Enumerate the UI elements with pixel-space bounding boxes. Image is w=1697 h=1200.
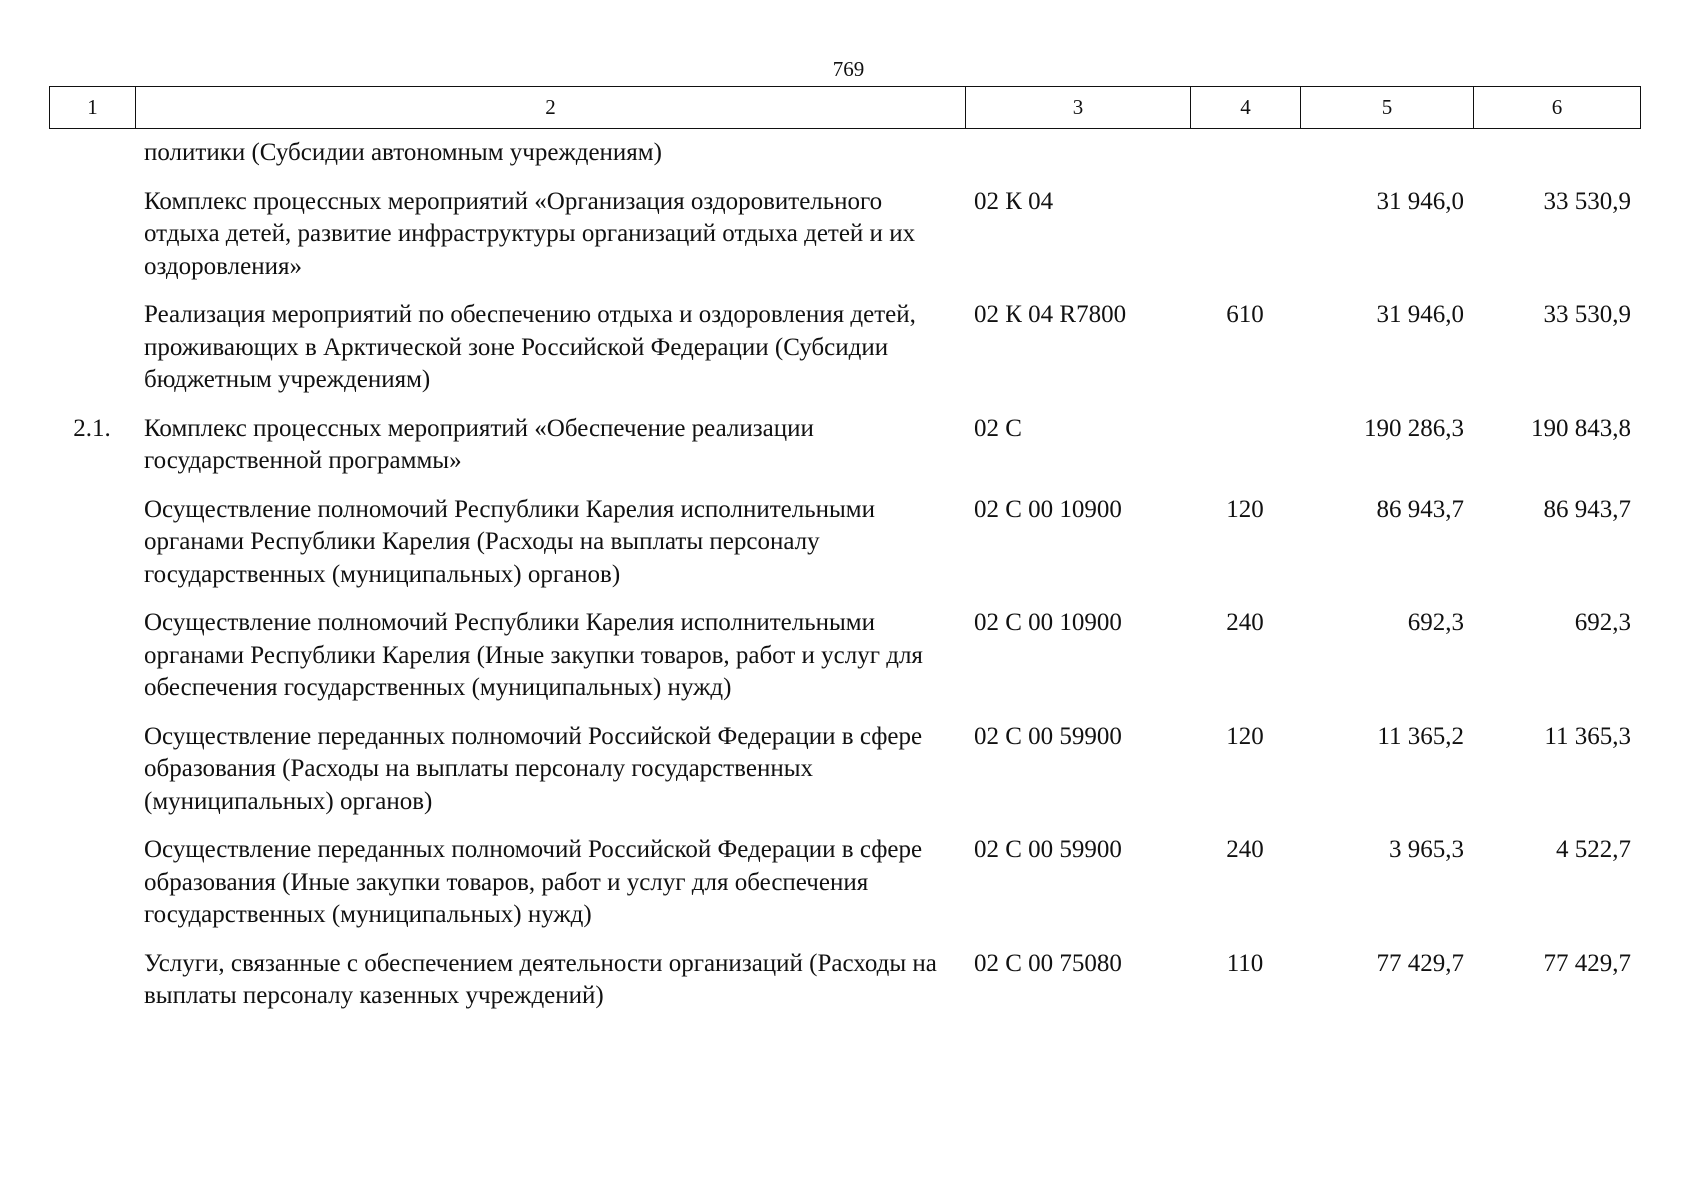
target-article-code (965, 137, 1190, 186)
amount-col-5: 86 943,7 (1376, 495, 1464, 523)
table-row (49, 186, 1640, 300)
column-header-4: 4 (1191, 87, 1301, 129)
budget-table (49, 137, 1640, 1029)
row-number (49, 721, 135, 835)
amount-col-6: 4 522,7 (1556, 836, 1631, 863)
target-article-code: 02 С 00 75080 (974, 949, 1122, 977)
target-article-code: 02 С 00 59900 (974, 722, 1122, 750)
amount-col-5: 31 946,0 (1376, 301, 1464, 328)
row-number (49, 607, 135, 721)
expense-type-code: 240 (1226, 609, 1264, 636)
amount-col-5: 190 286,3 (1364, 414, 1464, 442)
amount-col-5: 31 946,0 (1376, 187, 1464, 215)
expense-type-code (1190, 413, 1300, 494)
target-article-code: 02 С 00 10900 (974, 495, 1122, 523)
table-row (49, 413, 1640, 494)
expense-type-code: 120 (1226, 722, 1264, 750)
table-row (49, 299, 1640, 413)
item-name: Реализация мероприятий по обеспечению отдыха и оздоровления детей, проживающих в Арктической зоне Российской Федерации (Субсидии бюджетным учреждениям) (144, 301, 916, 393)
target-article-code: 02 К 04 (974, 187, 1054, 215)
target-article-code: 02 С (974, 414, 1022, 442)
amount-col-5: 11 365,2 (1377, 722, 1464, 750)
target-article-code: 02 С 00 59900 (974, 836, 1122, 863)
row-number (49, 494, 135, 608)
row-number (49, 948, 135, 1029)
column-header-1: 1 (50, 87, 136, 129)
expense-type-code: 120 (1226, 495, 1264, 523)
row-number (49, 186, 135, 300)
table-row (49, 721, 1640, 835)
item-name: Осуществление переданных полномочий Российской Федерации в сфере образования (Расходы на выплаты персоналу государственных (муниципальных) органов) (144, 722, 923, 815)
amount-col-6: 33 530,9 (1543, 301, 1631, 328)
amount-col-5 (1300, 137, 1473, 186)
row-number: 2.1. (73, 414, 111, 442)
column-header-5: 5 (1301, 87, 1474, 129)
budget-table-body (49, 137, 1640, 1029)
item-name: Услуги, связанные с обеспечением деятельности организаций (Расходы на выплаты персоналу казенных учреждений) (144, 949, 937, 1009)
amount-col-6 (1473, 137, 1640, 186)
row-number (49, 299, 135, 413)
item-name: политики (Субсидии автономным учреждениям) (144, 139, 662, 166)
expense-type-code: 610 (1226, 301, 1264, 328)
page-number: 769 (832, 57, 865, 81)
amount-col-6: 11 365,3 (1544, 722, 1631, 750)
amount-col-5: 692,3 (1407, 609, 1464, 636)
item-name: Осуществление полномочий Республики Карелия исполнительными органами Республики Карелия (Иные закупки товаров, работ и услуг для обеспечения государственных (муниципальных) нужд) (144, 609, 923, 701)
table-row (49, 494, 1640, 608)
amount-col-6: 33 530,9 (1543, 187, 1631, 215)
amount-col-5: 77 429,7 (1376, 949, 1464, 977)
amount-col-6: 692,3 (1574, 609, 1631, 636)
expense-type-code (1190, 186, 1300, 300)
row-number (49, 137, 135, 186)
target-article-code: 02 С 00 10900 (974, 609, 1122, 636)
amount-col-6: 86 943,7 (1543, 495, 1631, 523)
column-header-row (50, 87, 1641, 129)
amount-col-5: 3 965,3 (1389, 836, 1464, 863)
target-article-code: 02 К 04 R7800 (974, 301, 1127, 328)
expense-type-code: 110 (1226, 949, 1264, 977)
expense-type-code: 240 (1226, 836, 1264, 863)
amount-col-6: 77 429,7 (1543, 949, 1631, 977)
table-row (49, 137, 1640, 186)
table-row (49, 834, 1640, 948)
amount-col-6: 190 843,8 (1531, 414, 1631, 442)
column-header-2: 2 (136, 87, 966, 129)
row-number (49, 834, 135, 948)
item-name: Осуществление переданных полномочий Российской Федерации в сфере образования (Иные закупки товаров, работ и услуг для обеспечения государственных (муниципальных) нужд) (144, 836, 923, 928)
column-header-table (49, 86, 1641, 129)
item-name: Осуществление полномочий Республики Карелия исполнительными органами Республики Карелия (Расходы на выплаты персоналу государственных (муниципальных) органов) (144, 495, 875, 588)
column-header-6: 6 (1474, 87, 1641, 129)
table-row (49, 607, 1640, 721)
item-name: Комплекс процессных мероприятий «Обеспечение реализации государственной программы» (144, 414, 814, 474)
expense-type-code (1190, 137, 1300, 186)
table-row (49, 948, 1640, 1029)
item-name: Комплекс процессных мероприятий «Организация оздоровительного отдыха детей, развитие инфраструктуры организаций отдыха детей и их оздоровления» (144, 187, 916, 280)
column-header-3: 3 (966, 87, 1191, 129)
